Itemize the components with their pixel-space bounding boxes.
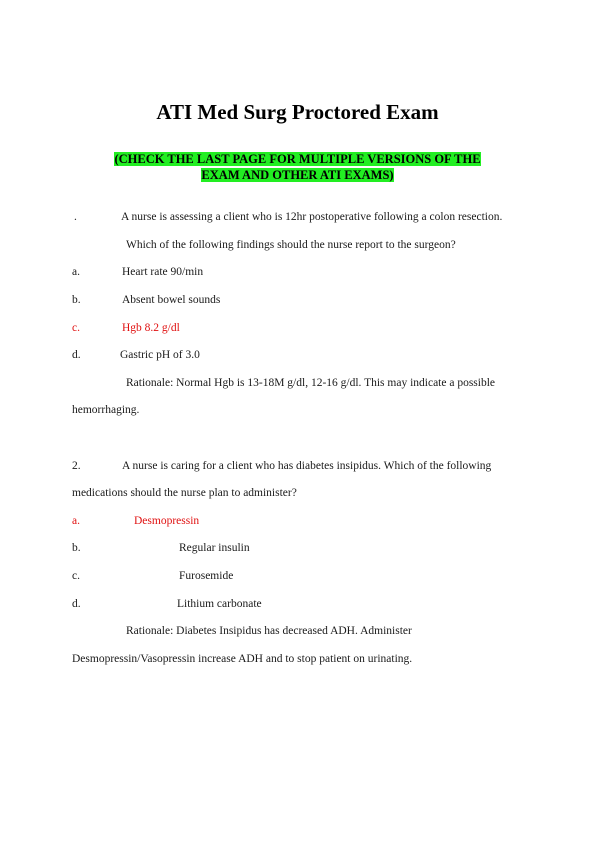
question-1-option-b-letter: b. — [72, 294, 81, 306]
question-2-option-d-letter: d. — [72, 598, 81, 610]
question-1-number: . — [74, 211, 77, 223]
question-1-option-a-letter: a. — [72, 266, 80, 278]
question-1-option-a: Heart rate 90/min — [122, 266, 204, 278]
question-1-option-c-correct: Hgb 8.2 g/dl — [122, 322, 180, 334]
question-2-rationale-line-1: Rationale: Diabetes Insipidus has decreased ADH. Administer — [126, 625, 412, 637]
question-2-stem-line-2: medications should the nurse plan to administer? — [72, 487, 297, 499]
question-2-option-c-letter: c. — [72, 570, 80, 582]
page-title: ATI Med Surg Proctored Exam — [156, 100, 439, 124]
notice-line-2: EXAM AND OTHER ATI EXAMS) — [201, 168, 394, 182]
question-2-stem-line-1: A nurse is caring for a client who has diabetes insipidus. Which of the following — [122, 460, 492, 472]
question-1-stem-line-1: A nurse is assessing a client who is 12hr postoperative following a colon resection. — [121, 211, 503, 223]
question-1-stem-line-2: Which of the following findings should the nurse report to the surgeon? — [126, 239, 456, 251]
notice-line-1: (CHECK THE LAST PAGE FOR MULTIPLE VERSIONS OF THE — [114, 152, 481, 166]
question-1-option-b: Absent bowel sounds — [122, 294, 221, 306]
question-1-rationale-line-1: Rationale: Normal Hgb is 13-18M g/dl, 12-16 g/dl. This may indicate a possible — [126, 377, 496, 389]
question-1-option-d-letter: d. — [72, 349, 81, 361]
question-2-option-d: Lithium carbonate — [177, 598, 262, 610]
question-2-option-c: Furosemide — [179, 570, 234, 582]
question-2-option-a-letter: a. — [72, 515, 80, 527]
question-2-number: 2. — [72, 460, 81, 472]
notice-banner — [0, 151, 595, 183]
question-2-option-b-letter: b. — [72, 542, 81, 554]
question-2-option-a-correct: Desmopressin — [134, 515, 200, 527]
question-1-rationale-line-2: hemorrhaging. — [72, 404, 140, 416]
question-2-rationale-line-2: Desmopressin/Vasopressin increase ADH and to stop patient on urinating. — [72, 653, 413, 665]
question-2-option-b: Regular insulin — [179, 542, 250, 554]
question-1-option-c-letter: c. — [72, 322, 80, 334]
question-1-option-d: Gastric pH of 3.0 — [120, 349, 200, 361]
